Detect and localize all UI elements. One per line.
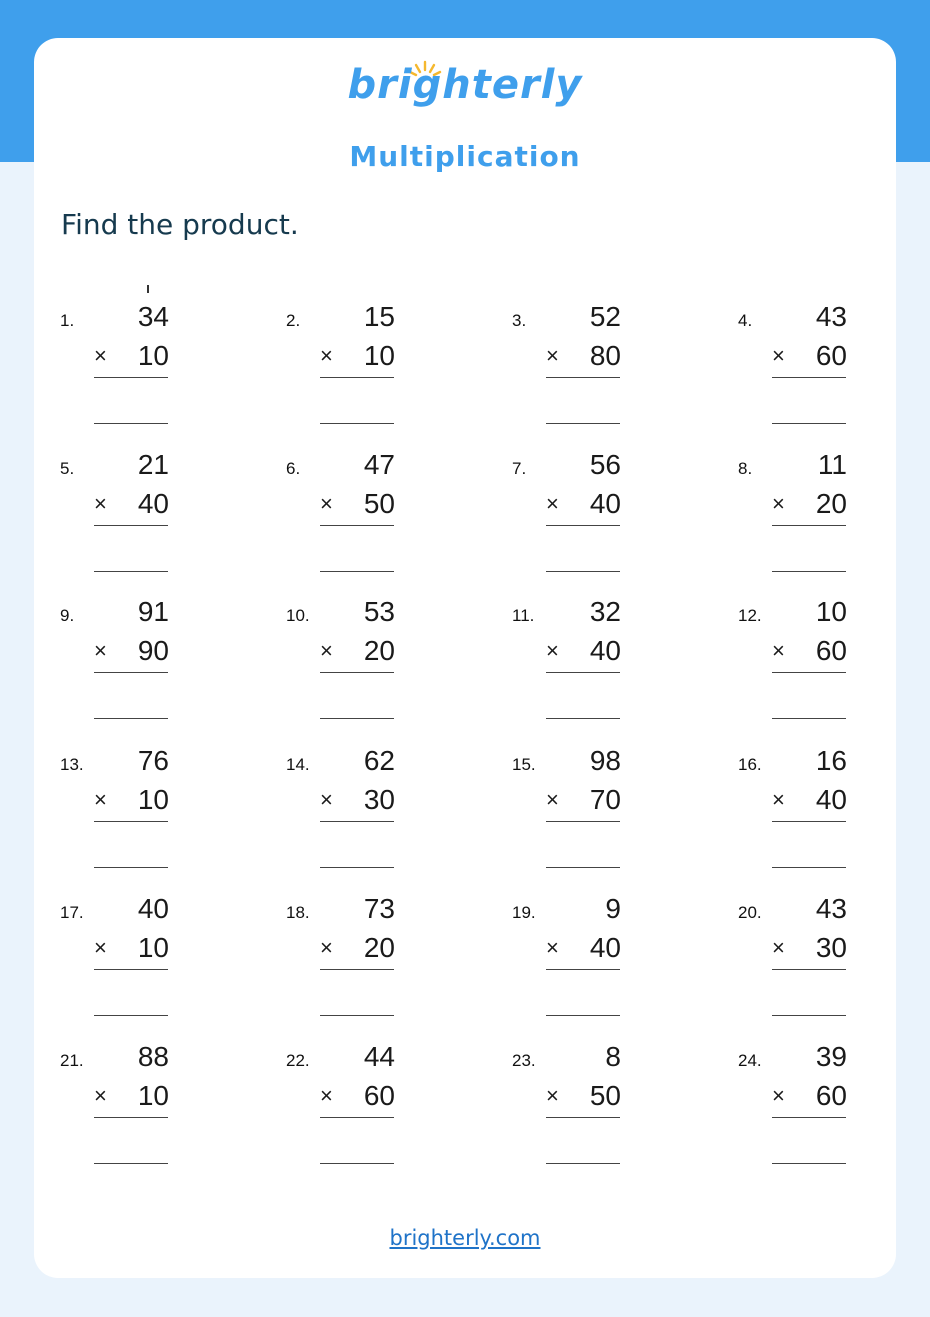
multiplicand: 9 [605, 893, 621, 924]
multiplicand: 32 [589, 596, 621, 627]
multiplier: 20 [815, 488, 847, 519]
operation-rule [546, 821, 620, 822]
brand-logo: brighterly [347, 62, 583, 108]
operation-rule [320, 377, 394, 378]
problem-6 [286, 449, 446, 599]
answer-line[interactable] [772, 718, 846, 719]
multiplicand: 10 [815, 596, 847, 627]
answer-line[interactable] [320, 423, 394, 424]
multiplier: 10 [137, 1080, 169, 1111]
multiplier: 90 [137, 635, 169, 666]
operation-rule [772, 672, 846, 673]
operation-rule [94, 377, 168, 378]
problem-number-label: 4. [738, 311, 753, 330]
operation-rule [772, 377, 846, 378]
multiplier: 20 [363, 932, 395, 963]
answer-line[interactable] [772, 1015, 846, 1016]
multiply-sign-icon: × [546, 935, 559, 960]
multiplier: 50 [589, 1080, 621, 1111]
operation-rule [94, 1117, 168, 1118]
operation-rule [772, 969, 846, 970]
multiplicand: 34 [137, 301, 169, 332]
answer-line[interactable] [772, 1163, 846, 1164]
problem-5 [60, 449, 220, 599]
multiplicand: 11 [817, 449, 847, 480]
problem-number-label: 16. [738, 755, 762, 774]
problem-3 [512, 301, 672, 451]
problem-14 [286, 745, 446, 895]
multiply-sign-icon: × [772, 638, 785, 663]
operation-rule [546, 1117, 620, 1118]
answer-line[interactable] [320, 1015, 394, 1016]
problem-10 [286, 596, 446, 746]
problem-number-label: 23. [512, 1051, 536, 1070]
problem-number-label: 15. [512, 755, 536, 774]
multiplier: 30 [363, 784, 395, 815]
operation-rule [320, 1117, 394, 1118]
multiplicand: 40 [137, 893, 169, 924]
multiplier: 10 [137, 784, 169, 815]
operation-rule [94, 821, 168, 822]
multiplicand: 56 [589, 449, 621, 480]
answer-line[interactable] [320, 571, 394, 572]
problem-number-label: 10. [286, 606, 310, 625]
multiplicand: 88 [137, 1041, 169, 1072]
operation-rule [772, 525, 846, 526]
answer-line[interactable] [94, 571, 168, 572]
multiplicand: 53 [363, 596, 395, 627]
operation-rule [546, 377, 620, 378]
multiply-sign-icon: × [546, 787, 559, 812]
stray-tick-mark [147, 285, 149, 293]
multiply-sign-icon: × [320, 343, 333, 368]
problem-12 [738, 596, 898, 746]
operation-rule [772, 821, 846, 822]
problem-number-label: 9. [60, 606, 75, 625]
problem-number-label: 22. [286, 1051, 310, 1070]
multiply-sign-icon: × [320, 787, 333, 812]
multiplier: 40 [589, 488, 621, 519]
problem-number-label: 1. [60, 311, 75, 330]
problem-4 [738, 301, 898, 451]
operation-rule [772, 1117, 846, 1118]
answer-line[interactable] [546, 718, 620, 719]
multiply-sign-icon: × [772, 343, 785, 368]
answer-line[interactable] [546, 571, 620, 572]
multiply-sign-icon: × [546, 1083, 559, 1108]
problem-11 [512, 596, 672, 746]
answer-line[interactable] [94, 867, 168, 868]
problem-20 [738, 893, 898, 1043]
problem-number-label: 21. [60, 1051, 84, 1070]
problem-19 [512, 893, 672, 1043]
multiplier: 50 [363, 488, 395, 519]
problem-number-label: 20. [738, 903, 762, 922]
multiply-sign-icon: × [320, 638, 333, 663]
multiplicand: 15 [363, 301, 395, 332]
problem-21 [60, 1041, 220, 1191]
multiply-sign-icon: × [94, 935, 107, 960]
multiply-sign-icon: × [772, 787, 785, 812]
answer-line[interactable] [546, 867, 620, 868]
multiplier: 40 [137, 488, 169, 519]
problem-number-label: 14. [286, 755, 310, 774]
problem-2 [286, 301, 446, 451]
answer-line[interactable] [320, 718, 394, 719]
problem-1 [60, 301, 220, 451]
multiplier: 40 [589, 635, 621, 666]
problem-8 [738, 449, 898, 599]
answer-line[interactable] [320, 1163, 394, 1164]
answer-line[interactable] [772, 423, 846, 424]
multiplier: 10 [137, 340, 169, 371]
multiply-sign-icon: × [772, 935, 785, 960]
problem-17 [60, 893, 220, 1043]
problem-number-label: 11. [512, 606, 535, 625]
problem-number-label: 12. [738, 606, 762, 625]
multiplier: 60 [815, 635, 847, 666]
instruction-text: Find the product. [61, 208, 299, 241]
problem-15 [512, 745, 672, 895]
multiply-sign-icon: × [94, 343, 107, 368]
multiplicand: 47 [363, 449, 395, 480]
problem-number-label: 18. [286, 903, 310, 922]
answer-line[interactable] [320, 867, 394, 868]
multiplicand: 73 [363, 893, 395, 924]
operation-rule [94, 969, 168, 970]
multiplicand: 76 [137, 745, 169, 776]
problem-9 [60, 596, 220, 746]
multiply-sign-icon: × [94, 491, 107, 516]
multiply-sign-icon: × [546, 491, 559, 516]
problem-number-label: 3. [512, 311, 527, 330]
multiplicand: 16 [815, 745, 847, 776]
problem-22 [286, 1041, 446, 1191]
answer-line[interactable] [546, 1163, 620, 1164]
multiplicand: 52 [589, 301, 621, 332]
answer-line[interactable] [94, 718, 168, 719]
answer-line[interactable] [546, 423, 620, 424]
multiply-sign-icon: × [546, 638, 559, 663]
problem-number-label: 17. [60, 903, 84, 922]
multiplicand: 43 [815, 301, 847, 332]
multiplicand: 21 [137, 449, 169, 480]
problem-number-label: 2. [286, 311, 301, 330]
operation-rule [320, 969, 394, 970]
multiplier: 40 [589, 932, 621, 963]
answer-line[interactable] [546, 1015, 620, 1016]
multiplier: 20 [363, 635, 395, 666]
answer-line[interactable] [772, 867, 846, 868]
operation-rule [546, 969, 620, 970]
problem-number-label: 19. [512, 903, 536, 922]
multiplier: 40 [815, 784, 847, 815]
problem-number-label: 13. [60, 755, 84, 774]
operation-rule [94, 672, 168, 673]
operation-rule [320, 525, 394, 526]
multiplicand: 8 [605, 1041, 621, 1072]
multiply-sign-icon: × [94, 1083, 107, 1108]
multiplier: 80 [589, 340, 621, 371]
multiplier: 10 [137, 932, 169, 963]
multiply-sign-icon: × [772, 1083, 785, 1108]
operation-rule [546, 525, 620, 526]
multiply-sign-icon: × [772, 491, 785, 516]
problem-number-label: 7. [512, 459, 527, 478]
problem-number-label: 5. [60, 459, 75, 478]
multiplier: 30 [815, 932, 847, 963]
operation-rule [546, 672, 620, 673]
problem-16 [738, 745, 898, 895]
operation-rule [320, 821, 394, 822]
problem-7 [512, 449, 672, 599]
answer-line[interactable] [94, 1015, 168, 1016]
multiply-sign-icon: × [320, 935, 333, 960]
problem-23 [512, 1041, 672, 1191]
multiplicand: 44 [363, 1041, 395, 1072]
multiply-sign-icon: × [320, 491, 333, 516]
multiplier: 10 [363, 340, 395, 371]
problem-number-label: 8. [738, 459, 753, 478]
multiplicand: 98 [589, 745, 621, 776]
page-title: Multiplication [349, 140, 581, 173]
answer-line[interactable] [94, 1163, 168, 1164]
multiplicand: 43 [815, 893, 847, 924]
answer-line[interactable] [94, 423, 168, 424]
multiply-sign-icon: × [94, 638, 107, 663]
multiply-sign-icon: × [94, 787, 107, 812]
problem-number-label: 6. [286, 459, 301, 478]
multiplicand: 91 [137, 596, 169, 627]
problem-number-label: 24. [738, 1051, 762, 1070]
multiplier: 70 [589, 784, 621, 815]
multiplicand: 62 [363, 745, 395, 776]
problem-18 [286, 893, 446, 1043]
problem-13 [60, 745, 220, 895]
website-link[interactable]: brighterly.com [389, 1226, 541, 1250]
multiplier: 60 [815, 340, 847, 371]
multiply-sign-icon: × [320, 1083, 333, 1108]
operation-rule [320, 672, 394, 673]
multiplier: 60 [815, 1080, 847, 1111]
problem-24 [738, 1041, 898, 1191]
multiply-sign-icon: × [546, 343, 559, 368]
operation-rule [94, 525, 168, 526]
multiplicand: 39 [815, 1041, 847, 1072]
answer-line[interactable] [772, 571, 846, 572]
multiplier: 60 [363, 1080, 395, 1111]
